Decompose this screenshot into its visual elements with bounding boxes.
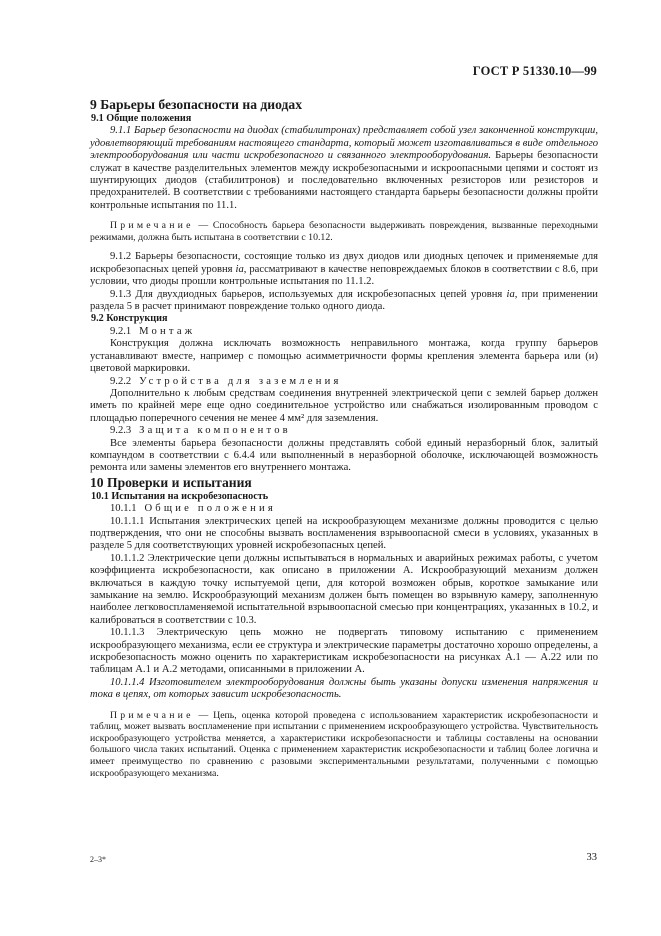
note-9-text: — Способность барьера безопасности выдерживать повреждения, вызванные переходными режимами, должна быть испытана в соответствии с 10.12.: [90, 220, 598, 243]
paragraph-9-1-1: [90, 125, 598, 212]
clause-10-1-1-number: 10.1.1: [110, 503, 137, 515]
subsection-10-1-heading: 10.1 Испытания на искробезопасность: [91, 490, 269, 502]
paragraph-10-1-1-2: 10.1.1.2 Электрические цепи должны испытываться в нормальных и аварийных режимах работы, с учетом коэффициента искробезопасности, как описано в приложении А. Искрообразующий механизм должен включаться в каждую точку испытуемой цепи, для которой возможен обрыв, короткое замыкание или замыкание на землю. Искрообразующий механизм должен быть помещен во взрывную камеру, заполненную наиболее легковоспламеняемой испытательной взрывоопасной смесью при концентрациях, указанных в 10.2, и калиброваться в соответствии с 10.3.: [90, 552, 598, 626]
clause-9-2-3-title: [90, 425, 598, 437]
paragraph-9-1-1-italic: 9.1.1 Барьер безопасности на диодах (стабилитронах) представляет собой узел законченной конструкции, удовлетворяющий требованиям настоящего стандарта, который может изготавливаться в виде отдельного электрооборудования или части искробезопасного и связанного электрооборудования.: [90, 125, 598, 162]
clause-9-2-1-text: Конструкция должна исключать возможность неправильного монтажа, когда группу барьеров устанавливают вместе, например с помощью асимметричности формы крепления элемента барьера или (и) цветовой маркировки.: [90, 338, 598, 375]
paragraph-10-1-1-4: [90, 677, 598, 702]
clause-9-2-3-number: 9.2.3: [110, 425, 132, 437]
section-9-title: 9 Барьеры безопасности на диодах: [90, 97, 303, 112]
clause-10-1-1-title: [90, 503, 598, 515]
clause-9-2-3-name: Защита компонентов: [139, 425, 291, 437]
paragraph-9-1-3-text-b: , при применении раздела 5 в расчет принимают повреждение только одного диода.: [90, 288, 598, 313]
paragraph-10-1-1-4-italic: 10.1.1.4 Изготовителем электрооборудования должны быть указаны допуски изменения напряжения и тока в цепях, от которых зависит искробезопасность.: [90, 676, 598, 701]
paragraph-10-1-1-3: 10.1.1.3 Электрическую цепь можно не подвергать типовому испытанию с применением искрообразующего механизма, если ее структура и электрические параметры достаточно хорошо определены, а искробезопасность можно оценить по характеристикам искробезопасности на рисунках А.1 — А.22 или по таблицам А.1 и А.2 методами, описанными в приложении А.: [90, 627, 598, 676]
paragraph-9-1-1-text: Барьеры безопасности служат в качестве разделительных элементов между искробезопасными и искроопасными цепями и состоят из шунтирующих диодов (стабилитронов) и последовательно включенных резисторов или резисторов и предохранителей. В соответствии с требованиями настоящего стандарта барьеры безопасности должны пройти контрольные испытания по 11.1.: [90, 150, 599, 211]
paragraph-9-1-2-text-b: , рассматривают в качестве неповреждаемых блоков в соответствии с 8.6, при условии, что диоды прошли контрольные испытания по 11.1.2.: [90, 263, 599, 288]
paragraph-9-1-3-text-a: 9.1.3 Для двухдиодных барьеров, используемых для искробезопасных цепей уровня: [110, 288, 507, 300]
level-ia-term: ia: [235, 263, 244, 275]
clause-9-2-1-name: Монтаж: [139, 325, 196, 337]
footer-sheet-mark: 2–3*: [90, 855, 106, 864]
note-10: [90, 710, 598, 780]
clause-9-2-1-title: [90, 326, 598, 338]
subsection-9-2-heading: 9.2 Конструкция: [91, 313, 168, 325]
clause-9-2-1-number: 9.2.1: [110, 325, 132, 337]
section-10-title: 10 Проверки и испытания: [90, 474, 252, 490]
clause-9-2-2-title: [90, 376, 598, 388]
subsection-9-1-heading: 9.1 Общие положения: [91, 113, 192, 124]
clause-9-2-3-text: Все элементы барьера безопасности должны представлять собой единый неразборный блок, залитый компаундом в соответствии с 6.4.4 или выполненный в неразборной оболочке, исключающей возможность ремонта или замены элементов его внутреннего монтажа.: [90, 437, 598, 474]
paragraph-9-1-2: [90, 251, 598, 288]
note-10-text: — Цепь, оценка которой проведена с использованием характеристик искробезопасности и таблиц, может вызвать воспламенение при испытании с применением искрообразующего устройства. Чувствительность искрообразующего устройства меняется, а характеристики искробезопасности и таблицы составлены на основании большого числа таких испытаний. Оценка с применением характеристик искробезопасности и таблиц более логична и имеет преимущество по сравнению с разовыми экспериментальными результатами, полученными с помощью искрообразующего механизма.: [90, 709, 598, 779]
page-body: [90, 97, 598, 779]
clause-10-1-1-name: Общие положения: [144, 503, 276, 515]
note-9: [90, 220, 598, 243]
clause-9-2-2-text: Дополнительно к любым средствам соединения внутренней электрической цепи с землей барьер должен иметь по крайней мере еще одно соединительное устройство или снабжаться изолированным проводом с площадью поперечного сечения не менее 4 мм² для заземления.: [90, 387, 598, 424]
paragraph-9-1-3: [90, 289, 598, 314]
paragraph-10-1-1-1: 10.1.1.1 Испытания электрических цепей на искрообразующем механизме должны проводится с целью подтверждения, что они не способны вызвать воспламенения взрывоопасной смеси в условиях, указанных в разделе 5 для соответствующих уровней искробезопасных цепей.: [90, 515, 598, 552]
page-number: 33: [586, 852, 597, 863]
document-code: ГОСТ Р 51330.10—99: [472, 64, 597, 78]
note-10-label: Примечание: [110, 709, 194, 721]
paragraph-9-1-2-text-a: 9.1.2 Барьеры безопасности, состоящие только из двух диодов или диодных цепочек и применяемые для искробезопасных цепей уровня: [90, 251, 598, 275]
level-ia-term-2: ia: [506, 288, 515, 300]
note-9-label: Примечание: [110, 220, 194, 232]
clause-9-2-2-number: 9.2.2: [110, 375, 132, 387]
clause-9-2-2-name: Устройства для заземления: [139, 375, 342, 387]
